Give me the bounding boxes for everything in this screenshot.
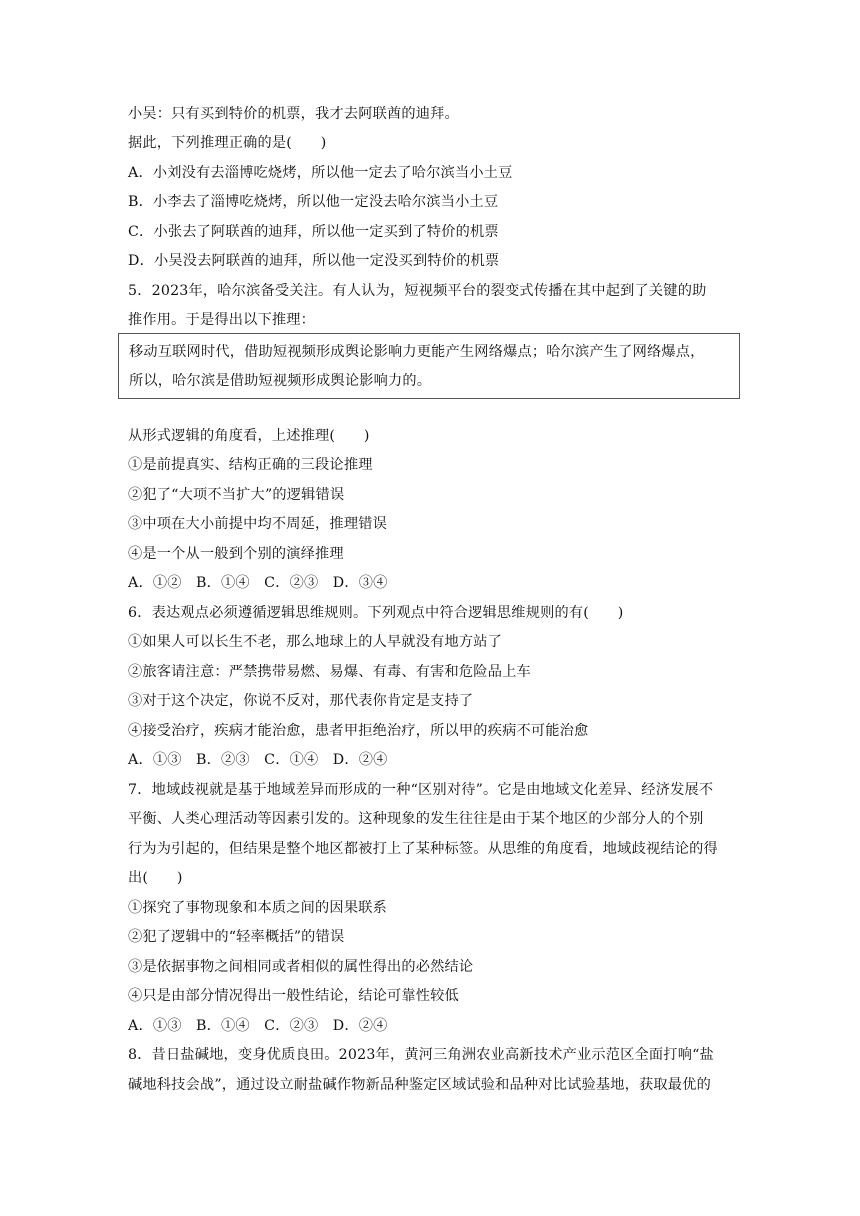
q6-stem: 6．表达观点必须遵循逻辑思维规则。下列观点中符合逻辑思维规则的有( ) bbox=[128, 605, 624, 621]
q4-option-d: D．小吴没去阿联酋的迪拜，所以他一定没买到特价的机票 bbox=[128, 253, 500, 269]
q6-item-1: ①如果人可以长生不老，那么地球上的人早就没有地方站了 bbox=[128, 634, 503, 650]
q4-option-a: A．小刘没有去淄博吃烧烤，所以他一定去了哈尔滨当小土豆 bbox=[128, 165, 513, 181]
q7-item-1: ①探究了事物现象和本质之间的因果联系 bbox=[128, 900, 387, 916]
q7-item-2: ②犯了逻辑中的“轻率概括”的错误 bbox=[128, 929, 345, 945]
q5-premise-box bbox=[118, 333, 740, 399]
q6-item-3: ③对于这个决定，你说不反对，那代表你肯定是支持了 bbox=[128, 693, 474, 709]
q7-choices: A．①③ B．①④ C．②③ D．②④ bbox=[128, 1018, 388, 1034]
q5-question: 从形式逻辑的角度看，上述推理( ) bbox=[128, 428, 370, 444]
q7-item-3: ③是依据事物之间相同或者相似的属性得出的必然结论 bbox=[128, 959, 474, 975]
q7-item-4: ④只是由部分情况得出一般性结论，结论可靠性较低 bbox=[128, 988, 459, 1004]
q8-stem-line-1: 8．昔日盐碱地，变身优质良田。2023年，黄河三角洲农业高新技术产业示范区全面打响“盐 bbox=[128, 1047, 714, 1063]
q5-item-4: ④是一个从一般到个别的演绎推理 bbox=[128, 546, 344, 562]
q4-option-c: C．小张去了阿联酋的迪拜，所以他一定买到了特价的机票 bbox=[128, 224, 499, 240]
q5-stem-line-2: 推作用。于是得出以下推理： bbox=[128, 312, 316, 328]
q7-stem-line-2: 平衡、人类心理活动等因素引发的。这种现象的发生往往是由于某个地区的少部分人的个别 bbox=[128, 811, 704, 827]
q6-item-4: ④接受治疗，疾病才能治愈，患者甲拒绝治疗，所以甲的疾病不可能治愈 bbox=[128, 723, 589, 739]
q6-item-2: ②旅客请注意：严禁携带易燃、易爆、有毒、有害和危险品上车 bbox=[128, 664, 531, 680]
q8-stem-line-2: 碱地科技会战”，通过设立耐盐碱作物新品种鉴定区域试验和品种对比试验基地，获取最优的 bbox=[128, 1077, 711, 1093]
q4-stem: 据此，下列推理正确的是( ) bbox=[128, 135, 327, 151]
q5-choices: A．①② B．①④ C．②③ D．③④ bbox=[128, 575, 388, 591]
q5-item-2: ②犯了“大项不当扩大”的逻辑错误 bbox=[128, 487, 345, 503]
q5-item-1: ①是前提真实、结构正确的三段论推理 bbox=[128, 457, 373, 473]
q4-statement: 小吴：只有买到特价的机票，我才去阿联酋的迪拜。 bbox=[128, 106, 459, 122]
q5-box-line-2: 所以，哈尔滨是借助短视频形成舆论影响力的。 bbox=[129, 373, 432, 389]
q7-stem-line-4: 出( ) bbox=[128, 870, 183, 886]
q6-choices: A．①③ B．②③ C．①④ D．②④ bbox=[128, 752, 388, 768]
q7-stem-line-1: 7．地域歧视就是基于地域差异而形成的一种“区别对待”。它是由地域文化差异、经济发展不 bbox=[128, 782, 714, 798]
q5-item-3: ③中项在大小前提中均不周延，推理错误 bbox=[128, 516, 387, 532]
q4-option-b: B．小李去了淄博吃烧烤，所以他一定没去哈尔滨当小土豆 bbox=[128, 194, 499, 210]
q5-box-line-1: 移动互联网时代，借助短视频形成舆论影响力更能产生网络爆点；哈尔滨产生了网络爆点， bbox=[129, 344, 705, 360]
q5-stem-line-1: 5．2023年，哈尔滨备受关注。有人认为，短视频平台的裂变式传播在其中起到了关键的助 bbox=[128, 283, 707, 299]
q7-stem-line-3: 行为为引起的，但结果是整个地区都被打上了某种标签。从思维的角度看，地域歧视结论的得 bbox=[128, 841, 718, 857]
